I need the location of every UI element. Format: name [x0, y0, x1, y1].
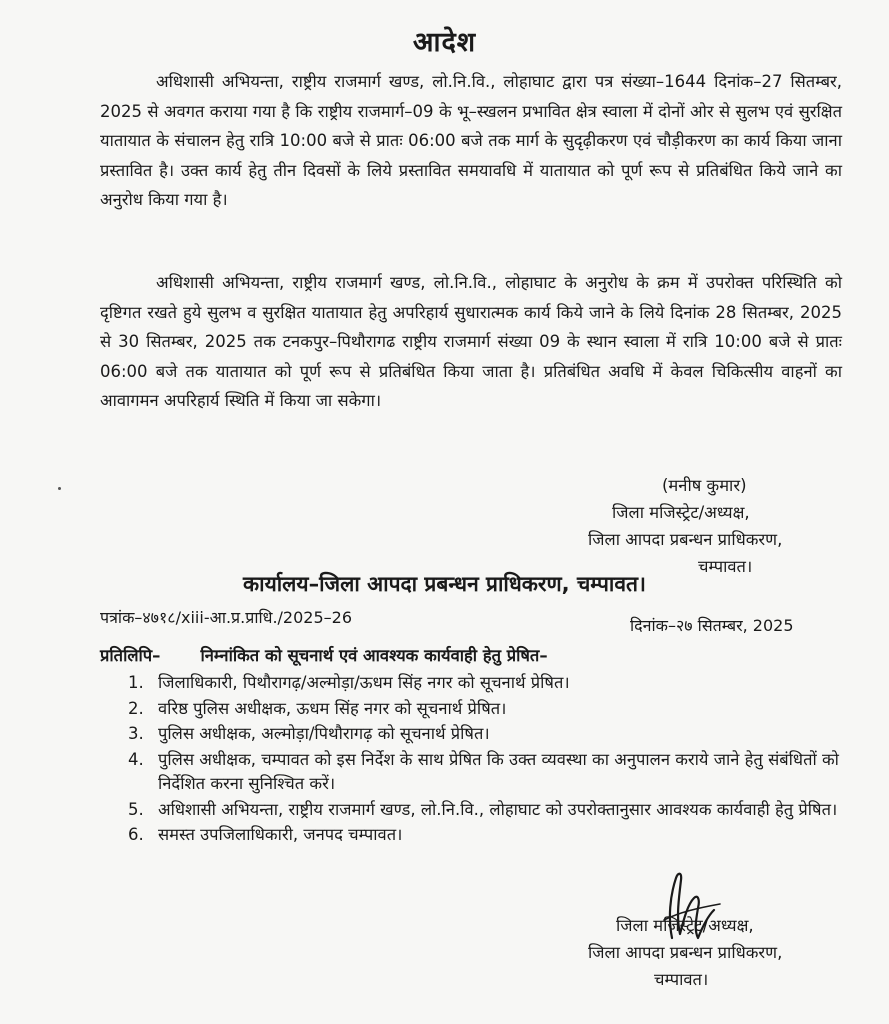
- signatory-authority: जिला आपदा प्रबन्धन प्राधिकरण,: [588, 530, 783, 549]
- order-paragraph-1-text: अधिशासी अभियन्ता, राष्ट्रीय राजमार्ग खण्ड, लो.नि.वि., लोहाघाट द्वारा पत्र संख्या–1644 दिनांक–27 सितम्बर, 2025 से अवगत कराया गया है कि राष्ट्रीय राजमार्ग–09 के भू–स्खलन प्रभावित क्षेत्र स्वाला में दोनों ओर से सुलभ एवं सुरक्षित यातायात के संचालन हेतु रात्रि 10:00 बजे से प्रातः 06:00 बजे तक मार्ग के सुदृढ़ीकरण एवं चौड़ीकरण का कार्य किया जाना प्रस्तावित है। उक्त कार्य हेतु तीन दिवसों के लिये प्रस्तावित समयावधि में यातायात को पूर्ण रूप से प्रतिबंधित किये जाने का अनुरोध किया गया है।: [100, 72, 842, 209]
- list-item: [128, 823, 848, 848]
- office-heading: कार्यालय–जिला आपदा प्रबन्धन प्राधिकरण, चम्पावत।: [243, 572, 646, 596]
- list-item-number: 2.: [128, 698, 144, 718]
- order-paragraph-2-text: अधिशासी अभियन्ता, राष्ट्रीय राजमार्ग खण्ड, लो.नि.वि., लोहाघाट के अनुरोध के क्रम में उपरोक्त परिस्थिति को दृष्टिगत रखते हुये सुलभ व सुरक्षित यातायात हेतु अपरिहार्य सुधारात्मक कार्य किये जाने के लिये दिनांक 28 सितम्बर, 2025 से 30 सितम्बर, 2025 तक टनकपुर–पिथौरागढ राष्ट्रीय राजमार्ग संख्या 09 के स्थान स्वाला में रात्रि 10:00 बजे से प्रातः 06:00 बजे तक यातायात को पूर्ण रूप से प्रतिबंधित किया जाता है। प्रतिबंधित अवधि में केवल चिकित्सीय वाहनों का आवागमन अपरिहार्य स्थिति में किया जा सकेगा।: [100, 273, 842, 410]
- list-item-number: 6.: [128, 825, 144, 844]
- list-item-text: जिलाधिकारी, पिथौरागढ़/अल्मोड़ा/ऊधम सिंह नगर को सूचनार्थ प्रेषित।: [158, 673, 570, 692]
- copy-lead: निम्नांकित को सूचनार्थ एवं आवश्यक कार्यवाही हेतु प्रेषित–: [200, 646, 548, 665]
- signatory-place: चम्पावत।: [654, 970, 709, 989]
- list-item-number: 3.: [128, 724, 144, 743]
- signatory-place: चम्पावत।: [698, 557, 753, 576]
- list-item-text: अधिशासी अभियन्ता, राष्ट्रीय राजमार्ग खण्ड, लो.नि.वि., लोहाघाट को उपरोक्तानुसार आवश्यक कार्यवाही हेतु प्रेषित।: [158, 799, 838, 819]
- letter-date: दिनांक–२७ सितम्बर, 2025: [630, 616, 794, 635]
- list-item: [128, 748, 848, 797]
- signatory-name: (मनीष कुमार): [662, 476, 747, 495]
- list-item-text: समस्त उपजिलाधिकारी, जनपद चम्पावत।: [158, 825, 403, 844]
- signatory-designation: जिला मजिस्ट्रेट/अध्यक्ष,: [612, 503, 750, 522]
- copy-to-line: [100, 643, 548, 666]
- signature-block-2: [588, 912, 868, 993]
- signature-block-1: [588, 472, 868, 580]
- list-item-text: वरिष्ठ पुलिस अधीक्षक, ऊधम सिंह नगर को सूचनार्थ प्रेषित।: [158, 698, 507, 718]
- list-item-number: 5.: [128, 799, 144, 819]
- list-item: [128, 798, 848, 823]
- copy-label: प्रतिलिपि–: [100, 646, 161, 665]
- list-item: [128, 722, 848, 747]
- signatory-designation: जिला मजिस्ट्रेट/अध्यक्ष,: [616, 916, 754, 935]
- order-paragraph-1: [100, 67, 842, 215]
- list-item-text: पुलिस अधीक्षक, अल्मोड़ा/पिथौरागढ़ को सूचनार्थ प्रेषित।: [158, 724, 490, 743]
- signatory-authority: जिला आपदा प्रबन्धन प्राधिकरण,: [588, 943, 783, 962]
- scan-speck: [58, 487, 61, 490]
- order-title: आदेश: [412, 27, 477, 58]
- letter-reference: पत्रांक–४७१८/xiii-आ.प्र.प्राधि./2025–26: [100, 608, 353, 627]
- recipient-list: [128, 671, 848, 849]
- list-item-number: 4.: [128, 749, 144, 769]
- list-item: [128, 671, 848, 696]
- list-item-number: 1.: [128, 673, 144, 692]
- list-item: [128, 697, 848, 722]
- list-item-text: पुलिस अधीक्षक, चम्पावत को इस निर्देश के साथ प्रेषित कि उक्त व्यवस्था का अनुपालन कराये जाने हेतु संबंधितों को निर्देशित करना सुनिश्चित करें।: [158, 749, 839, 793]
- order-paragraph-2: [100, 268, 842, 416]
